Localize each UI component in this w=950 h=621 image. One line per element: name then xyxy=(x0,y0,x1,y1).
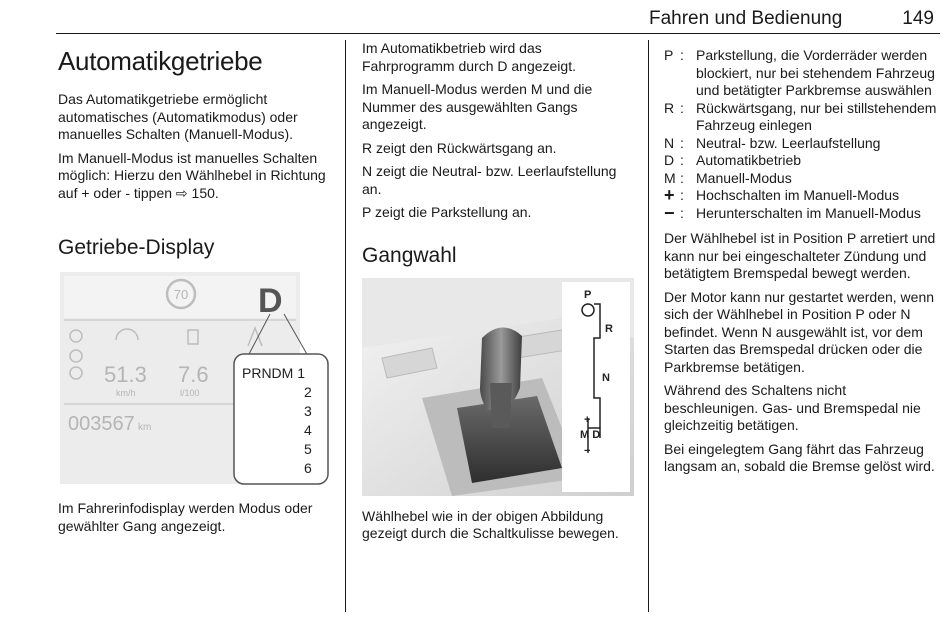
gear-legend xyxy=(664,47,944,222)
legend-desc: Manuell-Modus xyxy=(696,169,792,186)
gear-selector-figure xyxy=(362,278,634,496)
gate-p: P xyxy=(584,288,592,301)
legend-item: + : Hochschalten im Manuell-Modus xyxy=(664,187,944,205)
paragraph: Im Manuell-Modus ist manuelles Schalten möglich: Hierzu den Wählhebel in Richtung auf + oder - tippen ⇨ 150. xyxy=(58,149,326,201)
figure-caption: Wählhebel wie in der obigen Abbildung gezeigt durch die Schaltkulisse bewegen. xyxy=(362,507,619,541)
gate-minus: − xyxy=(584,444,591,457)
paragraph: Während des Schaltens nicht beschleunigen. Gas- und Bremspedal nie gleichzeitig betätigen. xyxy=(664,382,921,433)
paragraph: P zeigt die Parkstellung an. xyxy=(362,204,532,220)
paragraph: R zeigt den Rückwärtsgang an. xyxy=(362,139,557,156)
speed-limit-value: 70 xyxy=(173,287,189,302)
average-speed-value: 51.3 xyxy=(104,362,147,387)
driver-info-display-figure xyxy=(58,270,330,488)
legend-desc: Automatikbetrieb xyxy=(696,152,802,168)
section-heading: Getriebe-Display xyxy=(58,236,215,259)
speed-unit: km/h xyxy=(116,388,136,398)
paragraph: Im Manuell-Modus werden M und die Nummer des ausgewählten Gangs angezeigt. xyxy=(362,81,593,132)
callout-gear: 5 xyxy=(304,441,312,457)
shift-gate-diagram xyxy=(562,282,630,492)
legend-key: D xyxy=(664,152,675,168)
column-2 xyxy=(362,40,634,549)
legend-desc: Rückwärtsgang, nur bei stillstehendem Fahrzeug einlegen xyxy=(696,99,937,133)
legend-item: N : Neutral- bzw. Leerlaufstellung xyxy=(664,135,944,153)
header-rule xyxy=(56,33,940,34)
paragraph: N zeigt die Neutral- bzw. Leerlaufstellung an. xyxy=(362,163,617,197)
legend-key: P xyxy=(664,47,674,63)
legend-key: R xyxy=(664,99,675,116)
callout-header: PRNDM 1 xyxy=(242,365,306,381)
legend-item: D : Automatikbetrieb xyxy=(664,152,944,170)
legend-item: M : Manuell-Modus xyxy=(664,170,944,188)
legend-item: R : Rückwärtsgang, nur bei stillstehendem Fahrzeug einlegen xyxy=(664,100,944,135)
odometer-value: 003567 xyxy=(68,413,135,435)
gate-r: R xyxy=(605,322,613,335)
paragraph: Im Automatikbetrieb wird das Fahrprogramm durch D angezeigt. xyxy=(362,40,576,74)
consumption-unit: l/100 xyxy=(180,388,200,398)
odometer-unit: km xyxy=(138,422,152,433)
legend-desc: Herunterschalten im Manuell-Modus xyxy=(696,204,921,221)
legend-desc: Neutral- bzw. Leerlaufstellung xyxy=(696,134,881,151)
callout-gear: 2 xyxy=(304,384,312,400)
gate-n: N xyxy=(602,371,610,384)
section-title: Fahren und Bedienung xyxy=(648,8,843,29)
column-1 xyxy=(58,40,330,541)
legend-desc: Hochschalten im Manuell-Modus xyxy=(696,187,900,203)
paragraph: Bei eingelegtem Gang fährt das Fahrzeug langsam an, sobald die Bremse gelöst wird. xyxy=(664,440,935,474)
chapter-title: Automatikgetriebe xyxy=(58,46,263,76)
page-header xyxy=(649,8,934,32)
figure-caption: Im Fahrerinfodisplay werden Modus oder gewählter Gang angezeigt. xyxy=(58,500,313,534)
legend-item: − : Herunterschalten im Manuell-Modus xyxy=(664,205,944,223)
legend-key: − xyxy=(664,202,675,223)
page-number: 149 xyxy=(902,8,934,29)
legend-item: P : Parkstellung, die Vorderräder werden blockiert, nur bei stehendem Fahrzeug und betätigter Parkbremse auswählen xyxy=(664,47,944,100)
gear-indicator: D xyxy=(258,282,283,320)
paragraph: Der Wählhebel ist in Position P arretiert und kann nur bei eingeschalteter Zündung und betätigtem Bremspedal bewegt werden. xyxy=(664,230,936,281)
column-3 xyxy=(664,40,944,482)
column-divider xyxy=(345,40,346,612)
gate-md: M D xyxy=(580,428,601,441)
callout-gear: 3 xyxy=(304,403,312,419)
legend-key: N xyxy=(664,134,675,151)
callout-gear: 6 xyxy=(304,460,312,476)
callout-gear: 4 xyxy=(304,422,312,438)
paragraph: Das Automatikgetriebe ermöglicht automatisches (Automatikmodus) oder manuelles Schalten (Manuell-Modus). xyxy=(58,91,298,142)
consumption-value: 7.6 xyxy=(178,362,209,387)
legend-key: M xyxy=(664,169,676,186)
paragraph: Der Motor kann nur gestartet werden, wenn sich der Wählhebel in Position P oder N befindet. Wenn N ausgewählt ist, vor dem Starten das Bremspedal drücken oder die Parkbremse betätigen. xyxy=(664,288,935,375)
section-heading: Gangwahl xyxy=(362,243,457,267)
column-divider xyxy=(648,40,649,612)
legend-key: + xyxy=(664,185,675,205)
legend-desc: Parkstellung, die Vorderräder werden blockiert, nur bei stehendem Fahrzeug und betätigter Parkbremse auswählen xyxy=(696,47,935,98)
gate-plus: + xyxy=(584,413,591,426)
